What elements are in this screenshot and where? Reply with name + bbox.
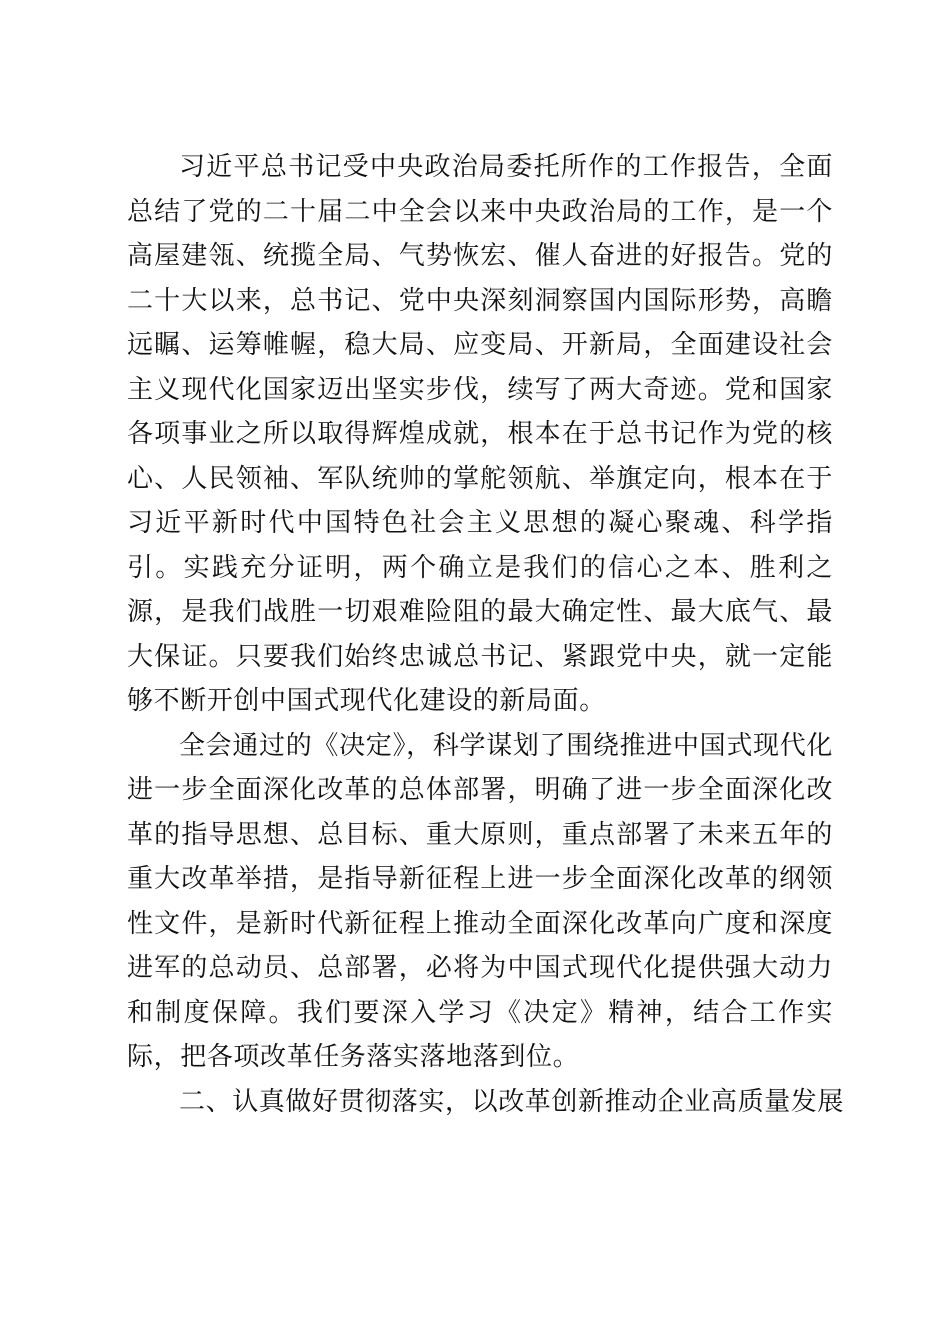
body-paragraph-1: 习近平总书记受中央政治局委托所作的工作报告，全面总结了党的二十届二中全会以来中央政治局的工作，是一个高屋建瓴、统揽全局、气势恢宏、催人奋进的好报告。党的二十大以来，总书记、党中央深刻洞察国内国际形势，高瞻远瞩、运筹帷幄，稳大局、应变局、开新局，全面建设社会主义现代化国家迈出坚实步伐，续写了两大奇迹。党和国家各项事业之所以取得辉煌成就，根本在于总书记作为党的核心、人民领袖、军队统帅的掌舵领航、举旗定向，根本在于习近平新时代中国特色社会主义思想的凝心聚魂、科学指引。实践充分证明，两个确立是我们的信心之本、胜利之源，是我们战胜一切艰难险阻的最大确定性、最大底气、最大保证。只要我们始终忠诚总书记、紧跟党中央，就一定能够不断开创中国式现代化建设的新局面。 — [127, 152, 833, 716]
document-body — [127, 145, 845, 1124]
body-paragraph-2: 全会通过的《决定》，科学谋划了围绕推进中国式现代化进一步全面深化改革的总体部署，明确了进一步全面深化改革的指导思想、总目标、重大原则，重点部署了未来五年的重大改革举措，是指导新征程上进一步全面深化改革的纲领性文件，是新时代新征程上推动全面深化改革向广度和深度进军的总动员、总部署，必将为中国式现代化提供强大动力和制度保障。我们要深入学习《决定》精神，结合工作实际，把各项改革任务落实落地落到位。 — [127, 730, 833, 1072]
section-heading: 二、认真做好贯彻落实，以改革创新推动企业高质量发展 — [179, 1086, 845, 1117]
